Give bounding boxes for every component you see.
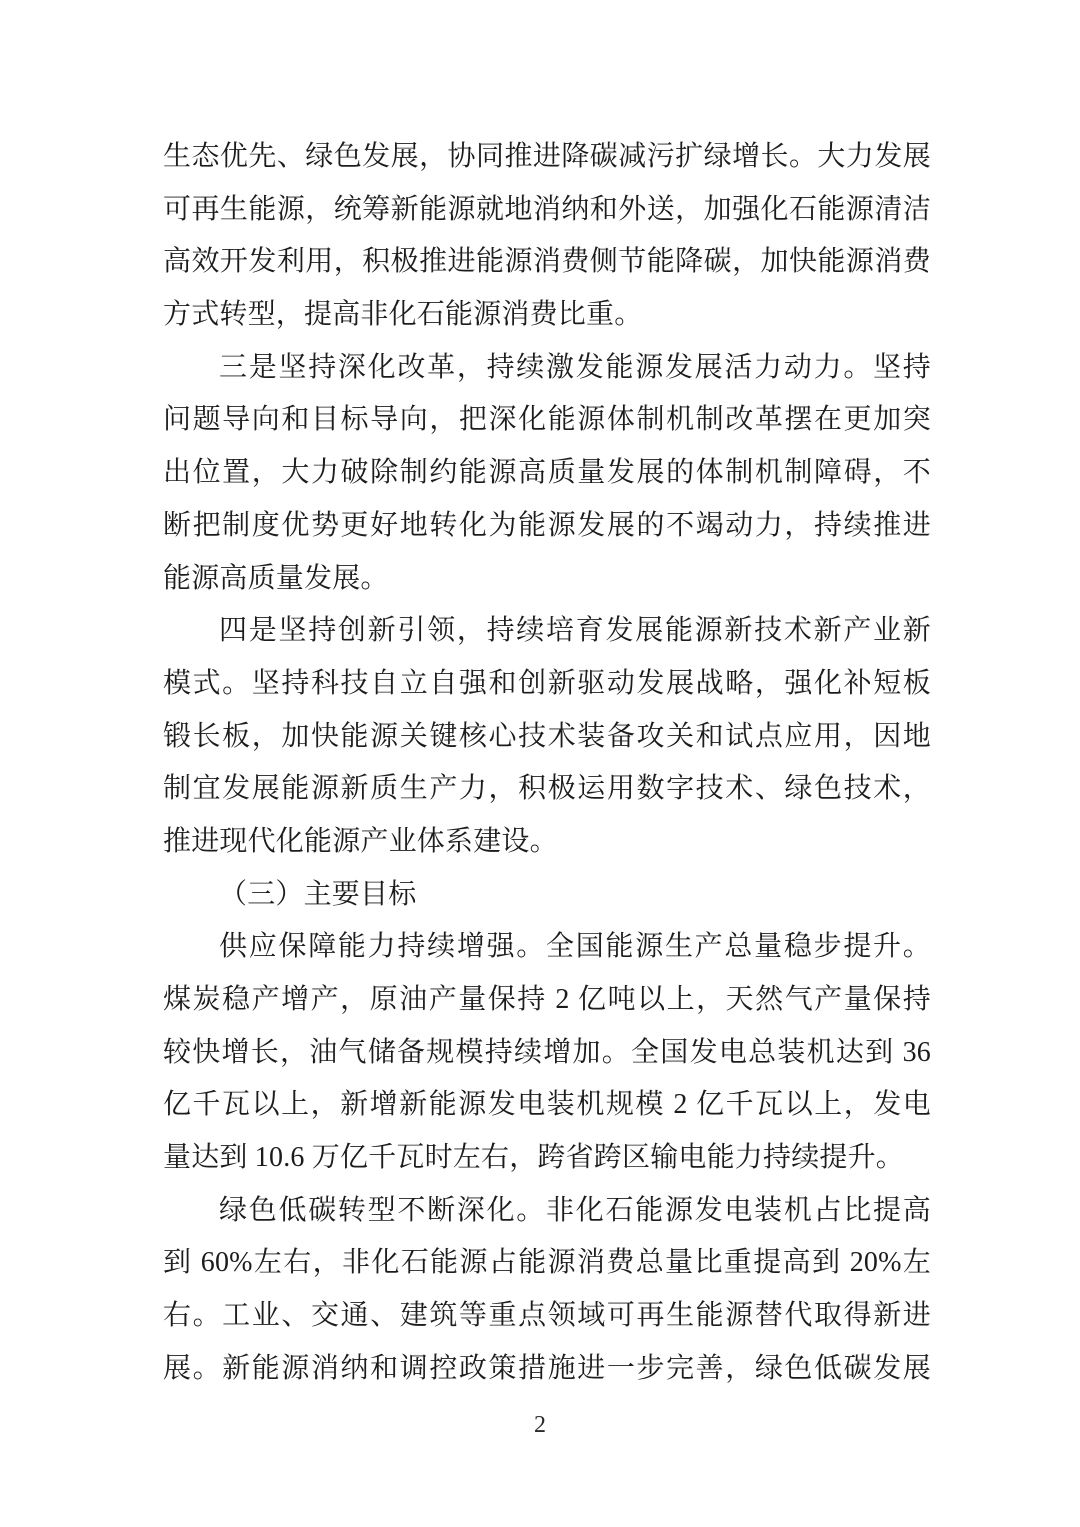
text-line: 模式。坚持科技自立自强和创新驱动发展战略，强化补短板 [163,667,931,699]
text-line: 出位置，大力破除制约能源高质量发展的体制机制障碍，不 [163,457,931,489]
text-line: 生态优先、绿色发展，协同推进降碳减污扩绿增长。大力发展 [163,141,931,172]
text-line: 较快增长，油气储备规模持续增加。全国发电总装机达到 36 [163,1036,931,1068]
text-line: 推进现代化能源产业体系建设。 [163,825,558,857]
text-line: 问题导向和目标导向，把深化能源体制机制改革摆在更加突 [163,404,931,436]
text-line: 展。新能源消纳和调控政策措施进一步完善，绿色低碳发展 [163,1352,931,1384]
text-line: 高效开发利用，积极推进能源消费侧节能降碳，加快能源消费 [163,246,931,278]
text-line: 可再生能源，统筹新能源就地消纳和外送，加强化石能源清洁 [163,193,931,225]
text-line: 制宜发展能源新质生产力，积极运用数字技术、绿色技术， [163,773,931,805]
text-line: 方式转型，提高非化石能源消费比重。 [163,299,643,331]
text-line: 亿千瓦以上，新增新能源发电装机规模 2 亿千瓦以上，发电 [163,1089,931,1121]
text-line: 三是坚持深化改革，持续激发能源发展活力动力。坚持 [219,351,931,383]
text-line: 能源高质量发展。 [163,562,389,594]
text-line: 量达到 10.6 万亿千瓦时左右，跨省跨区输电能力持续提升。 [163,1142,905,1174]
text-line: 绿色低碳转型不断深化。非化石能源发电装机占比提高 [219,1194,931,1226]
text-line: 煤炭稳产增产，原油产量保持 2 亿吨以上，天然气产量保持 [163,984,931,1015]
text-line: （三）主要目标 [219,878,417,910]
text-line: 断把制度优势更好地转化为能源发展的不竭动力，持续推进 [163,509,931,541]
text-line: 四是坚持创新引领，持续培育发展能源新技术新产业新 [219,615,931,647]
text-line: 到 60%左右，非化石能源占能源消费总量比重提高到 20%左 [163,1247,931,1279]
text-line: 锻长板，加快能源关键核心技术装备攻关和试点应用，因地 [163,720,931,752]
page-number: 2 [534,1412,546,1438]
document-text-block [163,131,931,1396]
text-line: 供应保障能力持续增强。全国能源生产总量稳步提升。 [219,931,931,963]
text-line: 右。工业、交通、建筑等重点领域可再生能源替代取得新进 [163,1300,931,1332]
page-footer [0,1410,1080,1440]
